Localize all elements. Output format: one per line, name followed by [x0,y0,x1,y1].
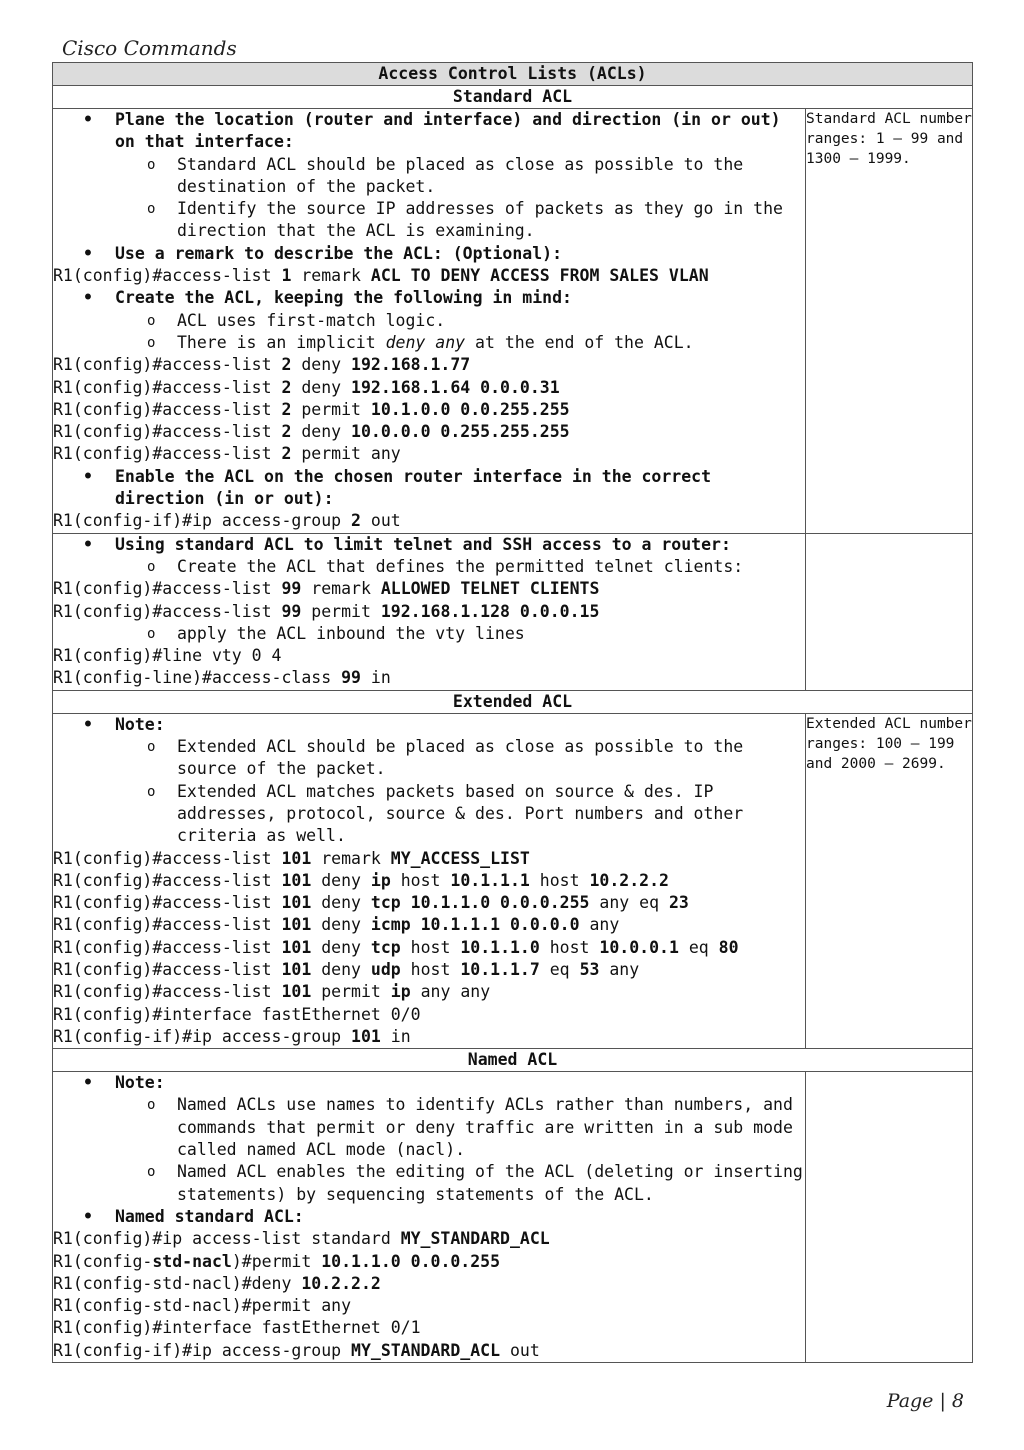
sub-bullet-item [53,1094,805,1161]
circle-bullet-icon: o [147,558,156,575]
standard-block-1-content [53,109,806,534]
command-line: R1(config)#access-list 99 permit 192.168.1.128 0.0.0.15 [53,601,600,621]
bullet-item [53,1072,805,1094]
circle-bullet-icon: o [147,312,156,329]
standard-block-1 [53,109,973,534]
circle-bullet-icon: o [147,783,156,800]
bullet-text: • Create the ACL, keeping the following in mind: [115,288,572,308]
command-line: R1(config)#access-list 2 permit 10.1.0.0 0.0.255.255 [53,399,570,419]
circle-bullet-icon: o [147,739,156,756]
bullet-text: • Note: [115,714,165,734]
sub-bullet-item [53,556,805,578]
document-header: Cisco Commands [62,36,237,60]
command-line: R1(config)#line vty 0 4 [53,646,282,666]
circle-bullet-icon: o [147,201,156,218]
sub-bullet-text: ACL uses first-match logic. [177,310,446,330]
bullet-text: • Enable the ACL on the chosen router interface in the correct direction (in or out): [115,466,712,509]
command-line: R1(config)#access-list 101 deny icmp 10.1.1.1 0.0.0.0 any [53,915,620,935]
bullet-text: • Named standard ACL: [115,1206,304,1226]
command-line: R1(config)#access-list 2 permit any [53,444,401,464]
command-line: R1(config)#access-list 101 deny tcp host 10.1.1.0 host 10.0.0.1 eq 80 [53,937,739,957]
command-line: R1(config-std-nacl)#permit any [53,1296,352,1316]
sub-bullet-item [53,736,805,781]
sub-bullet-item [53,781,805,848]
command-line: R1(config)#access-list 99 remark ALLOWED TELNET CLIENTS [53,579,600,599]
standard-block-2 [53,533,973,690]
command-line: R1(config-if)#ip access-group 101 in [53,1026,411,1046]
bullet-item [53,534,805,556]
circle-bullet-icon: o [147,334,156,351]
named-heading-row [53,1049,973,1072]
sub-bullet-text: apply the ACL inbound the vty lines [177,623,525,643]
command-line: R1(config)#ip access-list standard MY_STANDARD_ACL [53,1229,550,1249]
standard-block-2-content [53,533,806,690]
command-line: R1(config-if)#ip access-group MY_STANDARD_ACL out [53,1340,540,1360]
bullet-text: • Use a remark to describe the ACL: (Optional): [115,243,563,263]
title-row [53,63,973,86]
sub-bullet-item [53,154,805,199]
empty-note-cell [806,533,973,690]
command-line: R1(config-std-nacl)#permit 10.1.1.0 0.0.0.255 [53,1251,501,1271]
standard-heading-row [53,86,973,109]
bullet-item [53,243,805,265]
named-block [53,1072,973,1363]
command-line: R1(config-std-nacl)#deny 10.2.2.2 [53,1273,381,1293]
bullet-item [53,714,805,736]
standard-acl-heading: Standard ACL [53,86,973,109]
bullet-item [53,466,805,511]
table-title: Access Control Lists (ACLs) [53,63,973,86]
sub-bullet-item: o There is an implicit deny any at the end of the ACL. [53,332,805,354]
command-line: R1(config)#access-list 101 deny ip host 10.1.1.1 host 10.2.2.2 [53,870,669,890]
command-line: R1(config)#access-list 101 deny udp host 10.1.1.7 eq 53 any [53,959,640,979]
sub-bullet-text: Extended ACL should be placed as close as possible to the source of the packet. [177,737,744,779]
command-line: R1(config)#access-list 101 permit ip any any [53,982,491,1002]
extended-block-content [53,713,806,1048]
sub-bullet-text: Identify the source IP addresses of packets as they go in the direction that the ACL is examining. [177,199,783,241]
circle-bullet-icon: o [147,156,156,173]
bullet-item [53,287,805,309]
sub-bullet-text: Extended ACL matches packets based on source & des. IP addresses, protocol, source & des. Port numbers and other criteria as well. [177,781,744,846]
sub-bullet-item [53,1161,805,1206]
command-line: R1(config)#access-list 101 remark MY_ACCESS_LIST [53,848,530,868]
command-line: R1(config)#access-list 1 remark ACL TO DENY ACCESS FROM SALES VLAN [53,266,709,286]
bullet-item [53,1206,805,1228]
circle-bullet-icon: o [147,625,156,642]
sub-bullet-item [53,310,805,332]
circle-bullet-icon: o [147,1097,156,1114]
command-line: R1(config)#access-list 2 deny 192.168.1.64 0.0.0.31 [53,377,560,397]
command-line: R1(config)#interface fastEthernet 0/1 [53,1318,421,1338]
sub-bullet-text: Create the ACL that defines the permitted telnet clients: [177,556,744,576]
bullet-item [53,109,805,154]
sub-bullet-item [53,198,805,243]
extended-range-note: Extended ACL number ranges: 100 – 199 and 2000 – 2699. [806,713,973,1048]
bullet-text: • Plane the location (router and interface) and direction (in or out) on that interface: [115,110,781,152]
named-acl-heading: Named ACL [53,1049,973,1072]
page-number: Page | 8 [886,1390,964,1412]
standard-range-note: Standard ACL number ranges: 1 – 99 and 1300 – 1999. [806,109,973,534]
command-line: R1(config)#access-list 101 deny tcp 10.1.1.0 0.0.0.255 any eq 23 [53,893,689,913]
command-line: R1(config)#access-list 2 deny 192.168.1.77 [53,355,471,375]
acl-table [52,62,973,1363]
extended-heading-row [53,690,973,713]
sub-bullet-text: Named ACLs use names to identify ACLs rather than numbers, and commands that permit or deny traffic are written in a sub mode called named ACL mode (nacl). [177,1095,793,1160]
bullet-text: • Using standard ACL to limit telnet and SSH access to a router: [115,534,731,554]
bullet-text: • Note: [115,1073,165,1093]
extended-block [53,713,973,1048]
named-block-content [53,1072,806,1363]
command-line: R1(config)#access-list 2 deny 10.0.0.0 0.255.255.255 [53,422,570,442]
sub-bullet-item [53,623,805,645]
extended-acl-heading: Extended ACL [53,690,973,713]
sub-bullet-text: Named ACL enables the editing of the ACL (deleting or inserting statements) by sequencing statements of the ACL. [177,1162,803,1204]
command-line: R1(config-if)#ip access-group 2 out [53,511,401,531]
empty-note-cell [806,1072,973,1363]
circle-bullet-icon: o [147,1164,156,1181]
command-line: R1(config-line)#access-class 99 in [53,668,391,688]
command-line: R1(config)#interface fastEthernet 0/0 [53,1004,421,1024]
sub-bullet-text: Standard ACL should be placed as close as possible to the destination of the packet. [177,154,744,196]
